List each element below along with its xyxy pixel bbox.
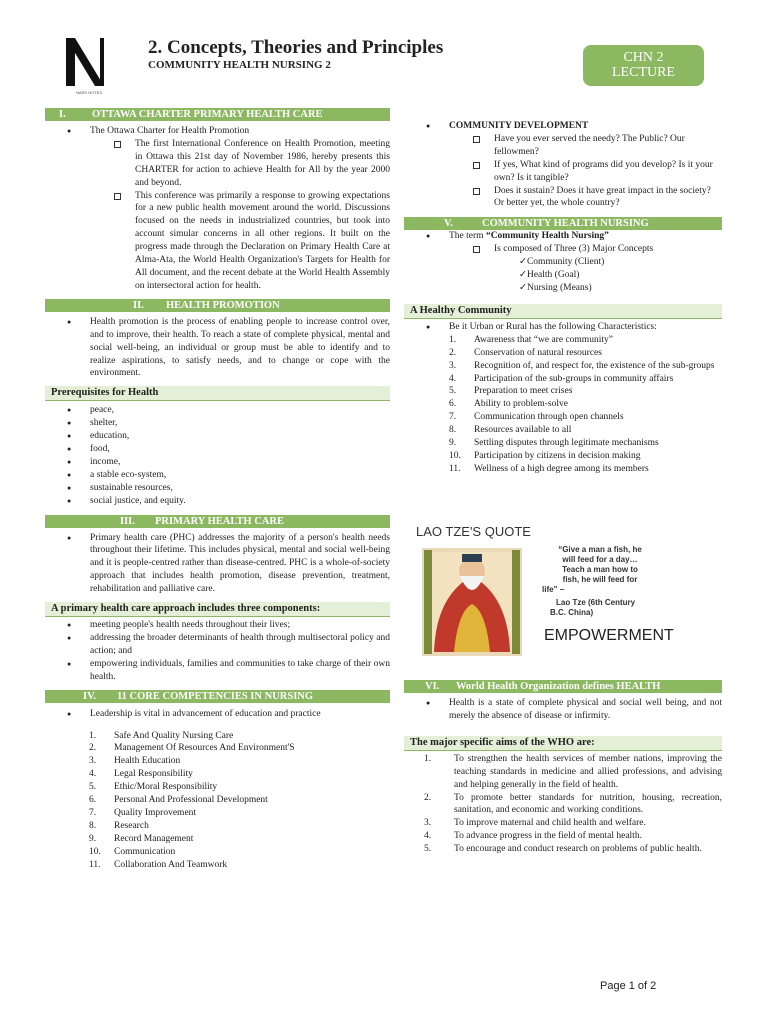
badge-line-2: LECTURE — [612, 65, 675, 80]
list-item: 7. Quality Improvement — [89, 807, 197, 818]
healthy-community-intro: ● Be it Urban or Rural has the following Characteristics: — [404, 321, 722, 334]
characteristics-list — [449, 334, 722, 476]
list-item: 2. To promote better standards for nutrition, housing, recreation, sanitation, and economic and working conditions. — [424, 792, 722, 816]
page-subtitle: COMMUNITY HEALTH NURSING 2 — [148, 59, 331, 71]
healthy-community-heading: A Healthy Community — [404, 304, 722, 319]
question-item: If yes, What kind of programs did you develop? Is it your own? Is it tangible? — [494, 159, 722, 185]
list-item: 5. To encourage and conduct research on problems of public health. — [424, 844, 702, 855]
who-health-text: ● Health is a state of complete physical and social well being, and not merely the absence of disease or infirmity. — [404, 697, 722, 723]
list-item: 1. Awareness that “we are community” — [449, 334, 613, 345]
section-title: COMMUNITY HEALTH NURSING — [482, 218, 649, 230]
section-title: PRIMARY HEALTH CARE — [155, 515, 284, 527]
quote-attribution: B.C. China) — [550, 608, 594, 617]
question-item: Have you ever served the needy? The Public? Our fellowmen? — [494, 133, 722, 159]
list-item: 9. Record Management — [89, 833, 194, 844]
who-sections — [404, 680, 722, 856]
list-item: 1. Safe And Quality Nursing Care — [89, 730, 234, 741]
community-development-title: ● COMMUNITY DEVELOPMENT — [404, 120, 722, 133]
list-item: 2. Conservation of natural resources — [449, 347, 602, 358]
competencies-list — [89, 730, 390, 872]
quote-line: Teach a man how to — [562, 565, 638, 574]
ottawa-item: The first International Conference on Health Promotion, meeting in Ottawa this 21st day of November 1986, hereby presents this CHARTER for action to achieve Health for All by the year 2000 and beyond. — [135, 138, 390, 188]
section-heading-health-promotion — [45, 299, 390, 312]
phc-components-heading: A primary health care approach includes three components: — [45, 602, 390, 617]
section-number: III. — [120, 515, 135, 527]
list-item: 5. Ethic/Moral Responsibility — [89, 782, 218, 793]
list-item: ● meeting people's health needs throughout their lives; — [45, 619, 390, 632]
quote-line: life” – — [542, 585, 565, 594]
quote-line: will feed for a day… — [562, 555, 638, 564]
list-item: ● social justice, and equity. — [45, 495, 390, 508]
list-item: 3. Recognition of, and respect for, the existence of the sub-groups — [449, 360, 715, 371]
list-item: 7. Communication through open channels — [449, 412, 624, 423]
list-item: ● addressing the broader determinants of health through multisectoral policy and action; and — [45, 632, 390, 658]
list-item: ● a stable eco-system, — [45, 469, 390, 482]
community-development — [404, 120, 722, 210]
healthy-community — [404, 321, 722, 476]
who-aims-heading: The major specific aims of the WHO are: — [404, 736, 722, 751]
who-aims-list — [424, 753, 722, 856]
phc-components-list — [45, 619, 390, 684]
section-number: II. — [133, 299, 144, 311]
list-item: 2. Management Of Resources And Environment'S — [89, 743, 295, 754]
list-item: 4. Participation of the sub-groups in community affairs — [449, 373, 674, 384]
list-item: ● income, — [45, 456, 390, 469]
section-number: IV. — [83, 690, 96, 702]
concept-item: ✓Community (Client) — [519, 257, 605, 268]
list-item: 10. Participation by citizens in decision making — [449, 450, 641, 461]
chn-term: ● The term “Community Health Nursing” — [404, 230, 722, 243]
list-item: ● sustainable resources, — [45, 482, 390, 495]
badge-line-1: CHN 2 — [623, 50, 664, 65]
section-heading-phc — [45, 515, 390, 528]
lecture-badge — [583, 45, 704, 86]
section-heading-ottawa — [45, 108, 390, 121]
list-item: 9. Settling disputes through legitimate mechanisms — [449, 438, 659, 449]
prerequisites-heading: Prerequisites for Health — [45, 386, 390, 401]
section-number: I. — [59, 109, 66, 120]
competencies-intro: ● Leadership is vital in advancement of education and practice — [45, 708, 390, 721]
concept-item: ✓Nursing (Means) — [519, 282, 592, 293]
health-promotion-text: ● Health promotion is the process of enabling people to increase control over, and to improve, their health. To reach a state of complete physical, mental and social well-being, an individual or group must be able to identify and to realize aspirations, to satisfy needs, and to change or cope with the environment. — [45, 316, 390, 381]
section-title: OTTAWA CHARTER PRIMARY HEALTH CARE — [92, 109, 323, 120]
right-column — [404, 120, 722, 476]
logo-caption: NARS NOTES — [75, 90, 103, 95]
list-item: 4. Legal Responsibility — [89, 769, 193, 780]
left-column — [45, 108, 390, 872]
lao-tze-quote-image — [414, 516, 714, 666]
page-title: 2. Concepts, Theories and Principles — [148, 37, 444, 58]
list-item: 11. Wellness of a high degree among its members — [449, 463, 649, 474]
list-item: 6. Ability to problem-solve — [449, 399, 568, 410]
section-title: HEALTH PROMOTION — [166, 299, 280, 311]
list-item: 6. Personal And Professional Development — [89, 795, 268, 806]
list-item: 8. Research — [89, 820, 149, 831]
chn-content — [404, 230, 722, 295]
quote-attribution: Lao Tze (6th Century — [556, 598, 636, 607]
list-item: ● shelter, — [45, 417, 390, 430]
quote-line: “Give a man a fish, he — [558, 545, 642, 554]
page-number: Page 1 of 2 — [600, 980, 657, 992]
logo — [60, 34, 118, 96]
section-number: VI. — [425, 681, 440, 692]
list-item: 8. Resources available to all — [449, 425, 572, 436]
list-item: ● empowering individuals, families and communities to take charge of their own health. — [45, 658, 390, 684]
section-title: 11 CORE COMPETENCIES IN NURSING — [117, 690, 314, 702]
list-item: 4. To advance progress in the field of mental health. — [424, 831, 642, 842]
list-item: 3. To improve maternal and child health and welfare. — [424, 818, 646, 829]
list-item: ● peace, — [45, 404, 390, 417]
chn-composed: Is composed of Three (3) Major Concepts — [494, 243, 722, 256]
list-item: ● food, — [45, 443, 390, 456]
phc-text: ● Primary health care (PHC) addresses the majority of a person's health needs throughout their lifetime. This includes physical, mental and social well-being and it is people-centred rather than disease-centred. PHC is a whole-of-society approach that includes health promotion, disease prevention, treatment, rehabilitation and palliative care. — [45, 532, 390, 597]
quote-title: LAO TZE'S QUOTE — [416, 524, 531, 539]
ottawa-section — [45, 125, 390, 293]
ottawa-item: This conference was primarily a response to growing expectations for a new public health movement around the world. Discussions focused on the needs in industrialized countries, but took into account simular concerns in all other regions. It built on the progress made through the Declaration on Primary Health Care at Alma-Ata, the World Health Organization's Targets for Health for All document, and the recent debate at the World Health Assembly on intersectoral action for health. — [135, 190, 390, 291]
lao-tze-portrait — [422, 548, 522, 656]
list-item: 1. To strengthen the health services of member nations, improving the teaching standards in medicine and allied professions, and advising and helping generally in the field of health. — [424, 753, 722, 790]
empowerment-label: EMPOWERMENT — [544, 627, 674, 644]
section-number: V. — [444, 218, 453, 230]
question-item: Does it sustain? Does it have great impact in the society? Or better yet, the whole country? — [494, 185, 722, 211]
list-item: 5. Preparation to meet crises — [449, 386, 573, 397]
section-heading-chn — [404, 217, 722, 230]
quote-line: fish, he will feed for — [562, 575, 638, 584]
list-item: ● education, — [45, 430, 390, 443]
section-title: World Health Organization defines HEALTH — [456, 681, 661, 692]
section-heading-who — [404, 680, 722, 693]
ottawa-bullet: ● The Ottawa Charter for Health Promotion — [45, 125, 390, 138]
list-item: 11. Collaboration And Teamwork — [89, 859, 228, 870]
list-item: 3. Health Education — [89, 756, 181, 767]
section-heading-competencies — [45, 690, 390, 703]
concept-item: ✓Health (Goal) — [519, 270, 580, 281]
list-item: 10. Communication — [89, 846, 176, 857]
prerequisites-list — [45, 404, 390, 507]
